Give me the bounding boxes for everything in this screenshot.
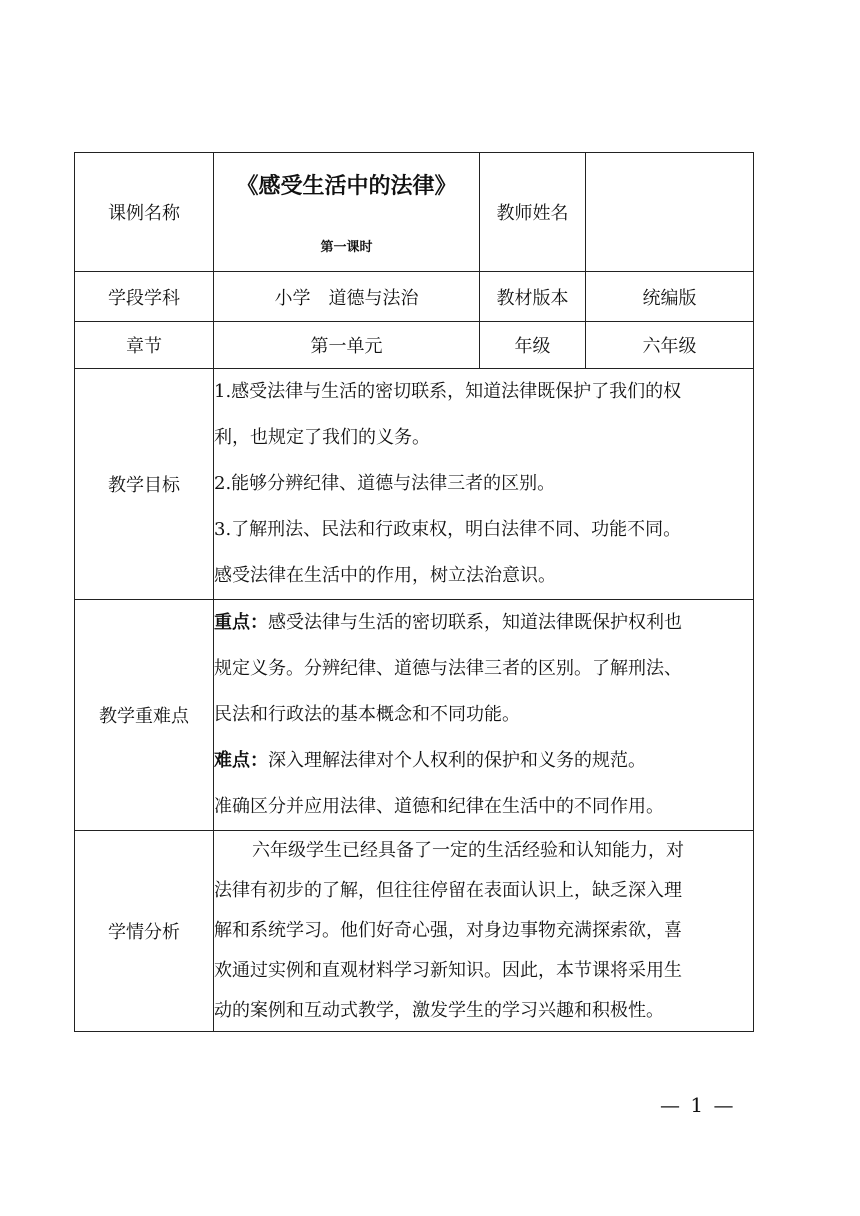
row-chapter: [75, 322, 754, 369]
edition-label: 教材版本: [480, 272, 586, 322]
analysis-line: 法律有初步的了解，但往往停留在表面认识上，缺乏深入理: [214, 880, 682, 901]
goal-line: 1.感受法律与生活的密切联系，知道法律既保护了我们的权: [214, 381, 682, 402]
row-key-points: [75, 600, 754, 831]
goal-line: 2.能够分辨纪律、道德与法律三者的区别。: [214, 473, 556, 494]
analysis-line: 六年级学生已经具备了一定的生活经验和认知能力，对: [252, 840, 684, 861]
course-name-label: 课例名称: [75, 153, 214, 272]
stage-subject-label: 学段学科: [75, 272, 214, 322]
grade-label: 年级: [480, 322, 586, 369]
teaching-goals-label: 教学目标: [75, 369, 214, 600]
analysis-line: 动的案例和互动式教学，激发学生的学习兴趣和积极性。: [214, 1000, 664, 1021]
goal-line: 3.了解刑法、民法和行政束权，明白法律不同、功能不同。: [214, 519, 682, 540]
difficulty-heading: 难点：: [214, 750, 268, 771]
teacher-name-label: 教师姓名: [480, 153, 586, 272]
course-name-cell: [214, 153, 480, 272]
learner-analysis-label: 学情分析: [75, 831, 214, 1032]
analysis-line: 解和系统学习。他们好奇心强，对身边事物充满探索欲，喜: [214, 920, 682, 941]
key-point-heading: 重点：: [214, 612, 268, 633]
key-point-line: 重点：感受法律与生活的密切联系，知道法律既保护权利也: [214, 612, 682, 633]
row-learner-analysis: [75, 831, 754, 1032]
page-number: — 1 —: [660, 1093, 736, 1117]
goal-line: 感受法律在生活中的作用，树立法治意识。: [214, 565, 556, 586]
key-point-line: 规定义务。分辨纪律、道德与法律三者的区别。了解刑法、: [214, 658, 682, 679]
course-title: 《感受生活中的法律》: [236, 173, 457, 199]
teaching-goals-content: [214, 369, 754, 600]
edition-value: 统编版: [586, 272, 754, 322]
difficulty-line: 准确区分并应用法律、道德和纪律在生活中的不同作用。: [214, 796, 664, 817]
chapter-value: 第一单元: [214, 322, 480, 369]
lesson-plan-table: [74, 152, 754, 1032]
chapter-label: 章节: [75, 322, 214, 369]
lesson-number: 第一课时: [320, 240, 373, 255]
key-point-line: 民法和行政法的基本概念和不同功能。: [214, 704, 520, 725]
key-points-content: [214, 600, 754, 831]
goal-line: 利，也规定了我们的义务。: [214, 427, 430, 448]
stage-subject-value: 小学 道德与法治: [214, 272, 480, 322]
teacher-name-value: [586, 153, 754, 272]
learner-analysis-content: [214, 831, 754, 1032]
difficulty-line: 难点：深入理解法律对个人权利的保护和义务的规范。: [214, 750, 646, 771]
row-teaching-goals: [75, 369, 754, 600]
row-course-name: [75, 153, 754, 272]
row-stage-subject: [75, 272, 754, 322]
grade-value: 六年级: [586, 322, 754, 369]
analysis-line: 欢通过实例和直观材料学习新知识。因此，本节课将采用生: [214, 960, 682, 981]
key-points-label: 教学重难点: [75, 600, 214, 831]
